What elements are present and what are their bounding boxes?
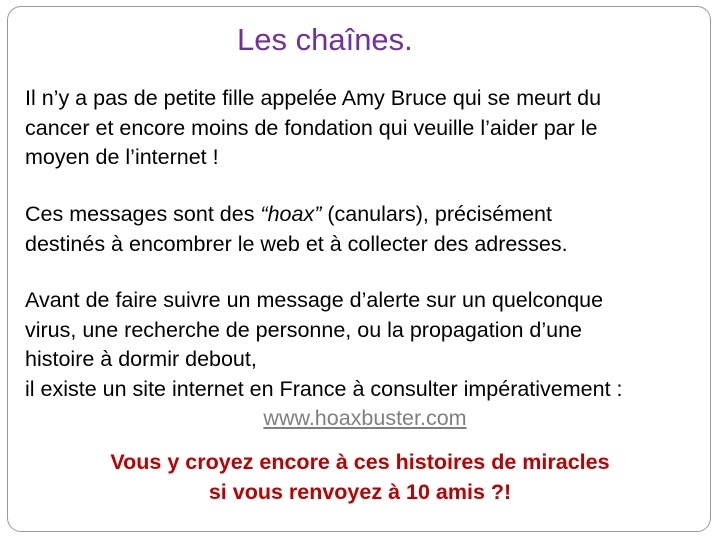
paragraph-line: Avant de faire suivre un message d’alerte sur un quelconque bbox=[25, 288, 604, 312]
warning-line: Vous y croyez encore à ces histoires de miracles bbox=[110, 450, 610, 474]
text-segment: Ces messages sont des bbox=[25, 202, 261, 226]
paragraph-line: destinés à encombrer le web et à collecter des adresses. bbox=[25, 231, 568, 256]
paragraph-line: moyen de l’internet ! bbox=[25, 145, 219, 169]
paragraph-advice bbox=[25, 286, 705, 434]
warning-line: si vous renvoyez à 10 amis ?! bbox=[208, 480, 512, 504]
slide-title: Les chaînes. bbox=[237, 22, 413, 57]
hoaxbuster-link[interactable]: www.hoaxbuster.com bbox=[263, 406, 467, 430]
paragraph-line bbox=[25, 200, 705, 230]
hoax-term: “hoax” bbox=[260, 202, 322, 226]
text-segment: (canulars), précisément bbox=[321, 202, 552, 226]
paragraph-line: Il n’y a pas de petite fille appelée Amy Bruce qui se meurt du bbox=[25, 86, 602, 110]
link-line bbox=[25, 404, 705, 434]
paragraph-line: cancer et encore moins de fondation qui veuille l’aider par le bbox=[25, 115, 598, 140]
paragraph-line: il existe un site internet en France à consulter impérativement : bbox=[25, 376, 623, 401]
paragraph-line: virus, une recherche de personne, ou la propagation d’une bbox=[25, 317, 582, 342]
paragraph-line: histoire à dormir debout, bbox=[25, 347, 257, 371]
warning-message bbox=[0, 447, 720, 507]
paragraph-amy-bruce bbox=[25, 84, 705, 173]
paragraph-hoax bbox=[25, 200, 705, 259]
